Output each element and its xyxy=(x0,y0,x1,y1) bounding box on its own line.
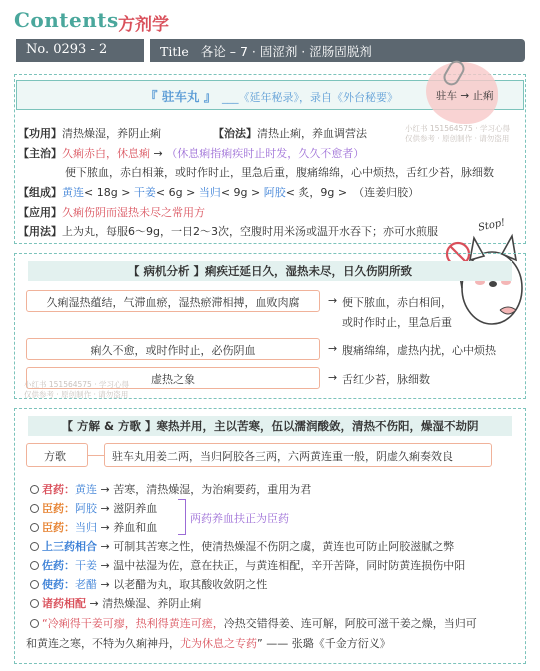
bullet-circle-icon xyxy=(30,542,39,551)
analysis-arrow-2: → xyxy=(328,342,338,355)
analysis-effect-1a: 便下脓血，赤白相间， xyxy=(342,296,452,309)
formula-name: 『 驻车丸 』 xyxy=(145,89,217,104)
formula-source: ___《延年秘录》，录自《外台秘要》 xyxy=(222,91,398,104)
contents-title: Contents xyxy=(14,8,119,32)
song-label: 方歌 xyxy=(44,450,66,463)
formula-tag: 驻车 → 止痢 xyxy=(436,90,494,102)
bullet-circle-icon xyxy=(30,523,39,532)
note-title-bar xyxy=(150,39,525,62)
stop-text: Stop! xyxy=(477,217,507,234)
info-yingyong: 【应用】久痢伤阴而湿热未尽之常用方 xyxy=(18,206,205,219)
bullet-circle-icon xyxy=(30,561,39,570)
chen-yao-1: 臣药：阿胶 → 滋阴养血 xyxy=(30,500,157,516)
bullet-circle-icon xyxy=(30,485,39,494)
analysis-effect-2: 腹痛绵绵，虚热内扰，心中烦热 xyxy=(342,344,496,357)
quote-line-1: “冷痢得干姜可瘳，热利得黄连可瘥，冷热交错得姜、连可解，阿胶可滋干姜之燥，当归可 xyxy=(30,615,477,631)
subject-title: 方剂学 xyxy=(118,15,169,35)
info-yongfa: 【用法】上为丸，每服6～9g，一日2～3次，空腹时用米汤或温开水吞下；亦可水煎服 xyxy=(18,225,438,238)
info-zhuzhi-symptoms: 便下脓血，赤白相兼，或时作时止，里急后重，腹痛绵绵，心中烦热，舌红少苔，脉细数 xyxy=(65,166,494,179)
analysis-effect-1b: 或时作时止，里急后重 xyxy=(342,316,452,329)
song-text: 驻车丸用姜二两，当归阿胶各三两，六两黄连重一般，阴虚久痢奏效良 xyxy=(112,450,453,463)
song-connector xyxy=(88,455,104,456)
info-zhifa: 【治法】清热止痢，养血调营法 xyxy=(213,127,367,140)
watermark-mid: 小红书 151564575 · 学习心得 仅供参考 · 原创制作 · 请勿盗用 xyxy=(24,380,129,399)
analysis-title: 【 病机分析 】痢疾迁延日久，湿热未尽，日久伤阴所致 xyxy=(28,261,512,281)
analysis-cause-3: 虚热之象 xyxy=(26,367,320,389)
chen-yao-brace xyxy=(178,499,186,535)
watermark-top: 小红书 151564575 · 学习心得 仅供参考 · 原创制作 · 请勿盗用 xyxy=(405,124,510,143)
analysis-cause-2: 痢久不愈，或时作时止，必伤阴血 xyxy=(26,338,320,360)
formula-title: 【 方解 & 方歌 】寒热并用，主以苦寒，伍以濡润酸敛，清热不伤阳，燥湿不劫阴 xyxy=(28,416,512,436)
shi-yao: 使药：老醋 → 以老醋为丸，取其酸收敛阴之性 xyxy=(30,576,267,592)
analysis-arrow-3: → xyxy=(328,371,338,384)
info-gongyong: 【功用】清热燥湿，养阴止痢 xyxy=(18,127,161,140)
info-zhuzhi: 【主治】久痢赤白，休息痢 → （休息痢指痢疾时止时发，久久不愈者） xyxy=(18,147,365,160)
bullet-circle-icon xyxy=(30,619,39,628)
title-text: 各论 – 7 · 固涩剂 · 涩肠固脱剂 xyxy=(200,44,372,59)
overall-effect: 诸药相配 → 清热燥湿、养阴止痢 xyxy=(30,595,201,611)
brace-note: 两药养血扶正为臣药 xyxy=(190,512,289,525)
note-number: No. 0293 - 2 xyxy=(16,39,144,62)
bullet-circle-icon xyxy=(30,599,39,608)
zuo-yao: 佐药：干姜 → 温中祛湿为佐，意在扶正，与黄连相配，辛开苦降，同时防黄连损伤中阳 xyxy=(30,557,465,573)
title-label: Title xyxy=(160,44,189,59)
combo-three: 上三药相合 → 可制其苦寒之性，使清热燥湿不伤阴之虞，黄连也可防止阿胶滋腻之弊 xyxy=(30,538,454,554)
bullet-circle-icon xyxy=(30,504,39,513)
jun-yao: 君药：黄连 → 苦寒，清热燥湿，为治痢要药，重用为君 xyxy=(30,481,311,497)
analysis-effect-3: 舌红少苔，脉细数 xyxy=(342,373,430,386)
chen-yao-2: 臣药：当归 → 养血和血 xyxy=(30,519,157,535)
bullet-circle-icon xyxy=(30,580,39,589)
info-zucheng: 【组成】黄连< 18g > 干姜< 6g > 当归< 9g > 阿胶< 炙，9g > （连姜归胶） xyxy=(18,186,420,199)
quote-line-2: 和黄连之寒，不特为久痢神丹，尤为休息之专药” —— 张璐《千金方衍义》 xyxy=(26,637,391,650)
analysis-cause-1: 久痢湿热蕴结，气滞血瘀，湿热瘀滞相搏，血败肉腐 xyxy=(26,290,320,312)
analysis-arrow-1: → xyxy=(328,294,338,307)
